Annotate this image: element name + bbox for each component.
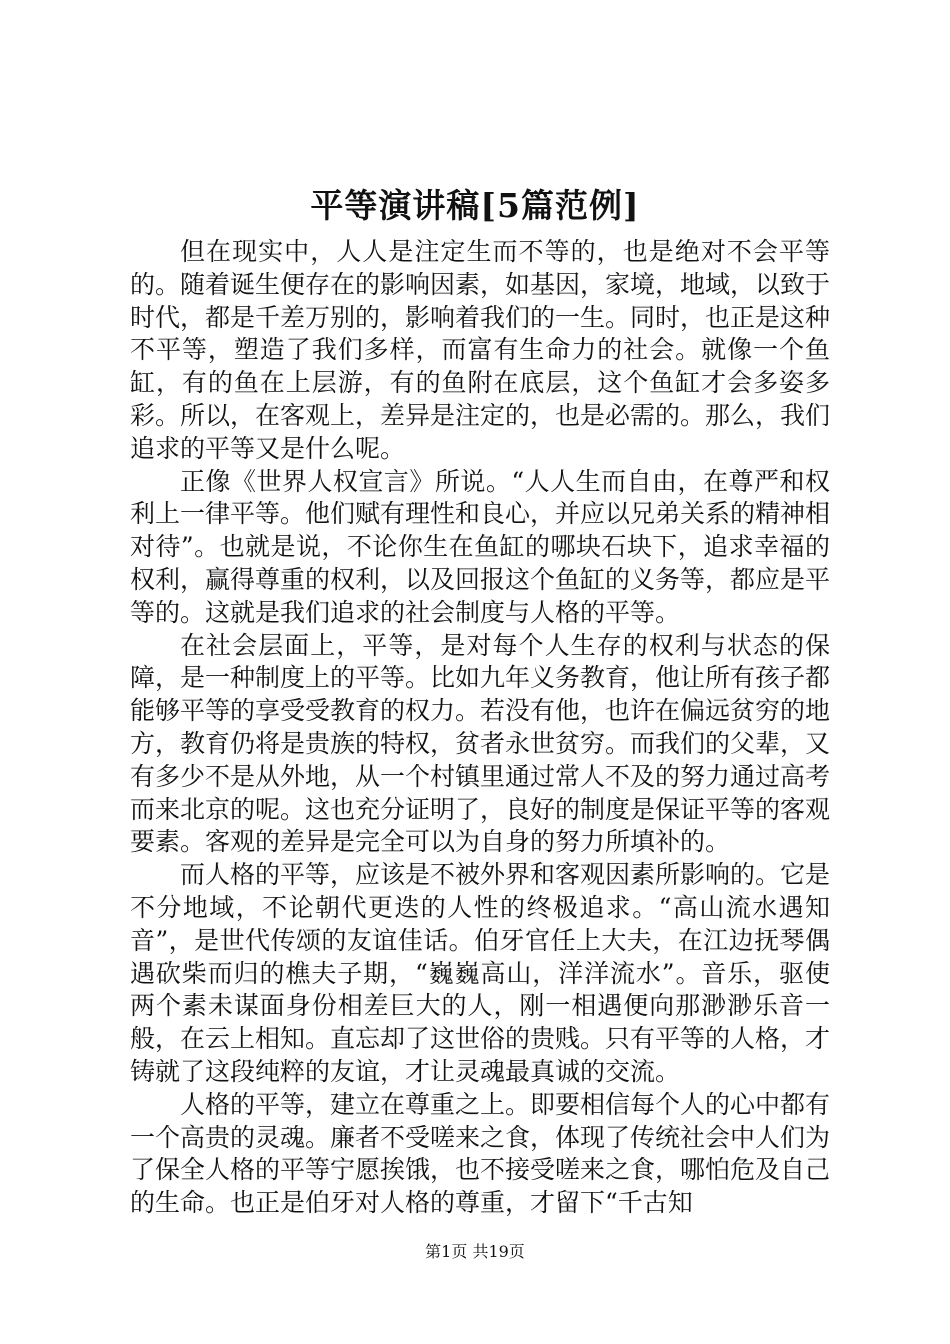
page-number-footer: 第1页 共19页 — [425, 1242, 525, 1261]
paragraph-2: 正像《世界人权宣言》所说。“人人生而自由，在尊严和权利上一律平等。他们赋有理性和良心，并应以兄弟关系的精神相对待”。也就是说，不论你生在鱼缸的哪块石块下，追求幸福的权利，赢得尊重的权利，以及回报这个鱼缸的义务等，都应是平等的。这就是我们追求的社会制度与人格的平等。 — [130, 466, 831, 627]
paragraph-3: 在社会层面上，平等，是对每个人生存的权利与状态的保障，是一种制度上的平等。比如九年义务教育，他让所有孩子都能够平等的享受受教育的权力。若没有他，也许在偏远贫穷的地方，教育仍将是贵族的特权，贫者永世贫穷。而我们的父辈，又有多少不是从外地，从一个村镇里通过常人不及的努力通过高考而来北京的呢。这也充分证明了，良好的制度是保证平等的客观要素。客观的差异是完全可以为自身的努力所填补的。 — [130, 630, 831, 857]
paragraph-1: 但在现实中，人人是注定生而不等的，也是绝对不会平等的。随着诞生便存在的影响因素，如基因，家境，地域，以致于时代，都是千差万别的，影响着我们的一生。同时，也正是这种不平等，塑造了我们多样，而富有生命力的社会。就像一个鱼缸，有的鱼在上层游，有的鱼附在底层，这个鱼缸才会多姿多彩。所以，在客观上，差异是注定的，也是必需的。那么，我们追求的平等又是什么呢。 — [130, 237, 831, 463]
paragraph-4: 而人格的平等，应该是不被外界和客观因素所影响的。它是不分地域，不论朝代更迭的人性的终极追求。“高山流水遇知音”，是世代传颂的友谊佳话。伯牙官任上大夫，在江边抚琴偶遇砍柴而归的樵夫子期，“巍巍高山，洋洋流水”。音乐，驱使两个素未谋面身份相差巨大的人，刚一相遇便向那渺渺乐音一般，在云上相知。直忘却了这世俗的贵贱。只有平等的人格，才铸就了这段纯粹的友谊，才让灵魂最真诚的交流。 — [130, 860, 831, 1086]
document-title: 平等演讲稿[5篇范例] — [310, 186, 640, 225]
paragraph-5: 人格的平等，建立在尊重之上。即要相信每个人的心中都有一个高贵的灵魂。廉者不受嗟来之食，体现了传统社会中人们为了保全人格的平等宁愿挨饿，也不接受嗟来之食，哪怕危及自己的生命。也正是伯牙对人格的尊重，才留下“千古知 — [130, 1089, 831, 1218]
document-body — [130, 236, 830, 1220]
